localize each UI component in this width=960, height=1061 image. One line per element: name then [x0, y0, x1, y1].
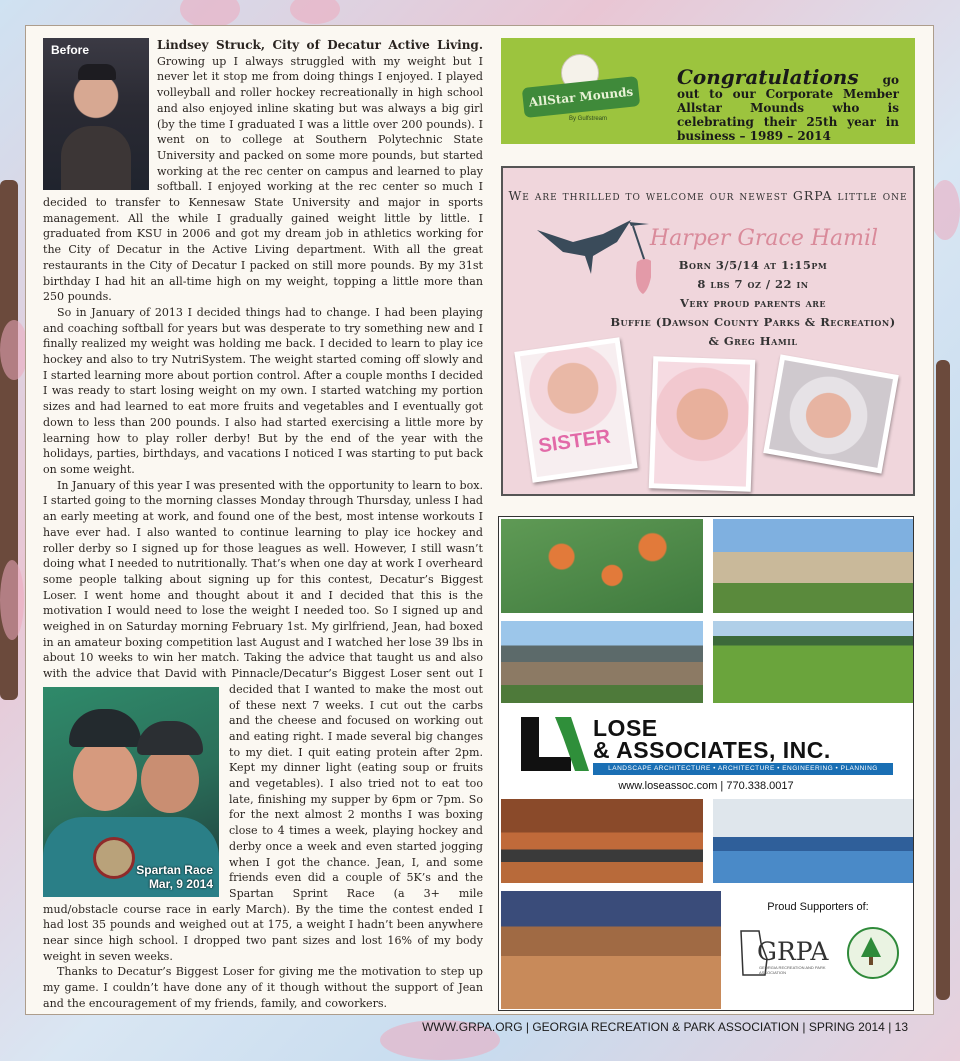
baby-parent: Buffie (Dawson County Parks & Recreation)	[610, 315, 896, 329]
baby-proud: Very proud parents are	[679, 296, 827, 310]
company-tagline: LANDSCAPE ARCHITECTURE • ARCHITECTURE • ENGINEERING • PLANNING	[593, 763, 893, 775]
baby-name: Harper Grace Hamil	[649, 226, 879, 251]
photo-image	[769, 360, 893, 468]
baby-born: Born 3/5/14 at 1:15pm	[678, 258, 828, 272]
congrats-title: Congratulations	[677, 65, 859, 89]
grpa-logo	[739, 927, 831, 977]
la-logo-icon	[519, 715, 591, 775]
paragraph-text: Growing up I always struggled with my weight but I never let it stop me from doing things I enjoyed. I played volleyball and roller hockey recreationally in high school and also enjoyed inline skating but was always a big girl (by the time I graduated I was a little over 200 pounds). I went on to college at Southern Polytechnic State University and packed on some more pounds, but started working at the rec center on campus and learned to play softball. I enjoyed working at the rec center so much I decided to transfer to Kennesaw State University and major in sports management. All the while I gradually gained weight little by little. I graduated from KSU in 2006 and got my dream job in athletics working for the City of Decatur in the Active Living department. With all the great restaurants in the City of Decatur I packed on still more pounds. By my 31st birthday I had hit an all-time high on my weight, topping a little more than 250 pounds.	[43, 54, 483, 304]
blossom	[290, 0, 340, 24]
page-footer: WWW.GRPA.ORG | GEORGIA RECREATION & PARK ASSOCIATION | SPRING 2014 | 13	[422, 1020, 908, 1034]
magazine-page	[25, 25, 934, 1015]
baby-info	[593, 256, 913, 351]
company-contact: www.loseassoc.com | 770.338.0017	[618, 780, 794, 792]
ad-photo-pavilion	[501, 621, 703, 703]
company-name	[593, 717, 831, 761]
article-paragraph: Thanks to Decatur’s Biggest Loser for giving me the motivation to step up my game. I couldn’t have done any of it though without the support of Jean and the encouragement of my friends, family, and coworkers.	[43, 965, 483, 1010]
caption-line: Spartan Race	[136, 863, 213, 877]
article-column	[43, 38, 483, 1013]
congrats-box	[501, 38, 915, 144]
baby-heading: We are thrilled to welcome our newest GRPA little one	[508, 188, 908, 203]
company-name-line: & ASSOCIATES, INC.	[593, 737, 831, 763]
face	[141, 747, 199, 813]
photo-image	[654, 361, 750, 486]
before-photo	[43, 38, 149, 190]
lose-logo	[519, 715, 899, 775]
company-name-line: LOSE	[593, 715, 658, 741]
blossom	[0, 320, 28, 380]
congrats-body: go out to our Corporate Member Allstar Mounds who is celebrating their 25th year in business – 1989 – 2014	[677, 73, 899, 143]
baby-photo	[763, 354, 899, 473]
onesie-text: SISTER	[537, 425, 612, 458]
allstar-mounds-logo	[519, 54, 643, 126]
medal	[93, 837, 135, 879]
tree-icon	[849, 929, 893, 973]
before-label: Before	[51, 43, 90, 57]
spartan-race-photo	[43, 687, 219, 897]
photo-image	[520, 343, 632, 477]
ad-photo-aerial-fields	[501, 519, 703, 613]
spartan-hat	[137, 721, 203, 755]
baby-announcement	[501, 166, 915, 496]
blossom	[0, 560, 24, 640]
article-headline: Lindsey Struck, City of Decatur Active Living.	[157, 38, 483, 52]
ad-photo-building	[713, 519, 913, 613]
tree-branch	[936, 360, 950, 1000]
supporters-label: Proud Supporters of:	[767, 901, 869, 913]
ad-photo-park-lawn	[713, 621, 913, 703]
baby-parent: & Greg Hamil	[708, 334, 798, 348]
logo-banner: AllStar Mounds	[522, 76, 641, 118]
blossom	[180, 0, 240, 28]
grpa-logo-text: GRPA	[757, 937, 829, 966]
ad-photo-gym	[501, 891, 721, 1009]
baby-weight: 8 lbs 7 oz / 22 in	[697, 277, 809, 291]
caption-line: Mar, 9 2014	[148, 877, 213, 891]
blossom	[930, 180, 960, 240]
cap	[78, 64, 116, 80]
recreation-seal-icon	[847, 927, 899, 979]
baby-photo	[649, 356, 756, 491]
ad-photo-autumn-trail	[501, 799, 703, 883]
ad-photo-pool	[713, 799, 913, 883]
congrats-text	[677, 65, 899, 143]
article-paragraph: In January of this year I was presented with the opportunity to learn to box. I started going to the morning classes Monday through Thursday, unless I had an early meeting at work, and found one of the best, most intense workouts I have ever had. I also wanted to continue learning to play ice hockey and roller derby so I signed up for those leagues as well. However, I still wasn’t doing what I needed to nutritionally. That’s when one day at work I overheard some people talking about signing up for this contest, Decatur’s Biggest Loser. I went home and thought about it and I decided that this is the motivation I would need to lose the weight I needed too. So I signed up and weighed in on Saturday morning February 1st. My girlfriend, Jean, had boxed in an amateur boxing competition last August and I watched her lose 39 lbs in about 10 weeks to win her match. Taking the advice that taught us and also with the advice that David with Pinnacle/Decatur’s Biggest Loser sent out I decided that I wanted to make the most out of these next 7 weeks. I cut out the carbs and the cheese and focused on working out and eating right. I made several big changes to my diet. I quit eating protein after 2pm. Kept my dinner light (eating soup or fruits and vegetables). I also tried not to eat too late, finishing my supper by 6pm or 7pm. So for the next almost 2 months I was boxing close to 4 times a week, playing hockey and derby once a week and even started jogging when I got the chance. Jean, I, and some friends even did a couple of 5K’s and the Spartan Sprint Race (a 3+ mile mud/obstacle course race in early March). By the time the contest ended I had lost 35 pounds and weighed out at 175, a weight I hadn’t been anywhere near since high school. I dropped two pant sizes and lost 16% of my body weight in seven weeks.	[43, 478, 483, 963]
spartan-hat	[69, 709, 141, 747]
logo-byline: By Gulfstream	[569, 116, 608, 122]
person-silhouette	[61, 126, 131, 190]
article-paragraph: So in January of 2013 I decided things had to change. I had been playing and coaching softball for years but was desperate to try something new and I finally realized my weight was holding me back. I decided to learn to play ice hockey and also to try NutriSystem. The weight started coming off slowly and I started learning more about portion control. After a couple months I decided I was ready to start losing weight on my own. I started watching my portion sizes and had learned to eat more fruits and vegetables and I eventually got down to less than 200 pounds. I also had started exercising a little more by learning how to play roller derby! But by the end of the year with the holidays, parties, birthdays, and vacations I noticed I was starting to put back on some weight.	[43, 305, 483, 476]
spartan-caption	[136, 863, 213, 891]
grpa-logo-sub: GEORGIA RECREATION AND PARK ASSOCIATION	[759, 965, 826, 975]
baby-photo	[514, 337, 637, 482]
lose-associates-ad	[498, 516, 914, 1011]
face	[73, 739, 137, 811]
